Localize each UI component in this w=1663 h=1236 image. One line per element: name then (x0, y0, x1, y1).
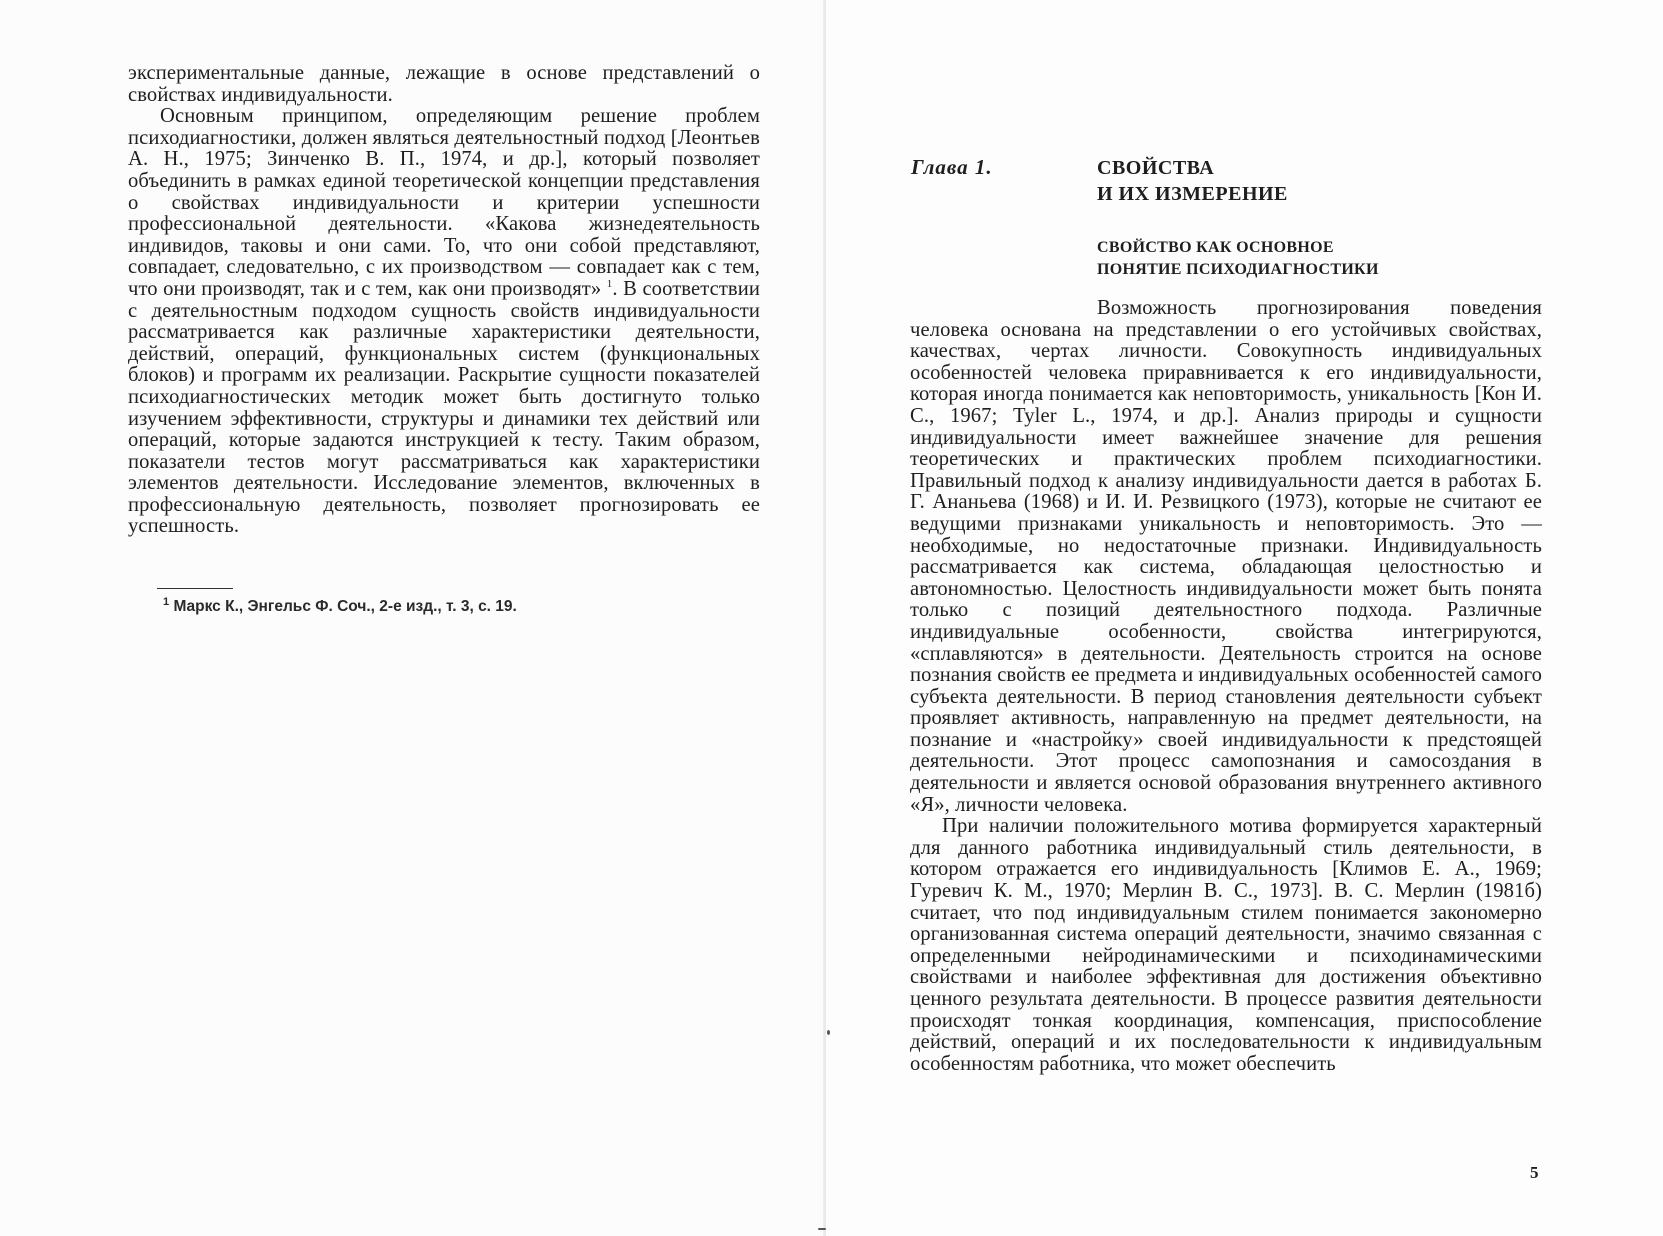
chapter-title-line-1: СВОЙСТВА (1097, 157, 1215, 179)
quotation-paragraph-text: Основным принципом, определяющим решение проблем психодиагностики, должен являться деятельностный подход [Леонтьев А. Н., 1975; Зинченко В. П., 1974, и др.], который позволяет объединить в рамках единой теоретической концепции представления о свойствах индивидуальности и критерии успешности профессиональной деятельности. «Какова жизнедеятельность индивидов, таковы и они сами. То, что они собой представляют, совпадает, следовательно, с их производством — совпадает как с тем, что они производят, так и с тем, как они производят» (128, 105, 760, 300)
right-paragraph-1: Возможность прогнозирования поведения человека основана на представлении о его устойчивых свойствах, качествах, чертах личности. Совокупность индивидуальных особенностей человека приравнивается к его индивидуальности, которая иногда понимается как неповторимость, уникальность [Кон И. С., 1967; Tyler L., 1974, и др.]. Анализ природы и сущности индивидуальности имеет важнейшее значение для решения теоретических и практических проблем психодиагностики. Правильный подход к анализу индивидуальности дается в работах Б. Г. Ананьева (1968) и И. И. Резвицкого (1973), которые не считают ее ведущими признаками уникальность и неповторимость. Это — необходимые, но недостаточные признаки. Индивидуальность рассматривается как система, обладающая целостностью и автономностью. Целостность индивидуальности может быть понята только с позиций деятельностного подхода. Различные индивидуальные особенности, свойства интегрируются, «сплавляются» в деятельности. Деятельность строится на основе познания свойств ее предмета и индивидуальных особенностей самого субъекта деятельности. В период становления деятельности субъект проявляет активность, направленную на предмет деятельности, на познание и «настройку» своей индивидуальности к предстоящей деятельности. Этот процесс самопознания и самосоздания в деятельности и является основой образования внутреннего активного «Я», личности человека. (910, 297, 1542, 816)
left-paragraph-2-continuation: В соответствии с деятельностным подходом сущность свойств индивидуальности рассматривается как различные характеристики деятельности, действий, операций, функциональных систем (функциональных блоков) и программ их реализации. Раскрытие сущности показателей психодиагностических методик может быть достигнуто только изучением эффективности, структуры и динамики тех действий или операций, которые задаются инструкцией к тесту. Таким образом, показатели тестов могут рассматриваться как характеристики элементов деятельности. Исследование элементов, включенных в профессиональную деятельность, позволяет прогнозировать ее успешность. (128, 277, 761, 538)
footnote-marker: 1 (163, 595, 170, 608)
right-page-body (910, 298, 1542, 1075)
footnote (163, 595, 663, 616)
section-title (1097, 237, 1379, 281)
chapter-title-line-2: И ИХ ИЗМЕРЕНИЕ (1097, 183, 1288, 205)
section-title-line-1: СВОЙСТВО КАК ОСНОВНОЕ (1097, 239, 1334, 256)
scan-speck (827, 1030, 830, 1035)
section-title-line-2: ПОНЯТИЕ ПСИХОДИАГНОСТИКИ (1097, 261, 1379, 278)
left-page (0, 0, 825, 1236)
chapter-title (1097, 155, 1288, 207)
left-page-body (128, 63, 760, 538)
chapter-label: Глава 1. (911, 155, 993, 179)
footnote-reference: 1 (606, 278, 613, 291)
left-paragraph-2: Основным принципом, определяющим решение проблем психодиагностики, должен являться деятельностный подход [Леонтьев А. Н., 1975; Зинченко В. П., 1974, и др.], который позволяет объединить в рамках единой теоретической концепции представления о свойствах индивидуальности и критерии успешности профессиональной деятельности. «Какова жизнедеятельность индивидов, таковы и они сами. То, что они собой представляют, совпадает, следовательно, с их производством — совпадает как с тем, что они производят, так и с тем, как они производят» $^1$. В соответствии с деятельностным подходом сущность свойств индивидуальности рассматривается как различные характеристики деятельности, действий, операций, функциональных систем (функциональных блоков) и программ их реализации. Раскрытие сущности показателей психодиагностических методик может быть достигнуто только изучением эффективности, структуры и динамики тех действий или операций, которые задаются инструкцией к тесту. Таким образом, показатели тестов могут рассматриваться как характеристики элементов деятельности. Исследование элементов, включенных в профессиональную деятельность, позволяет прогнозировать ее успешность. (128, 105, 761, 538)
right-paragraph-2: При наличии положительного мотива формируется характерный для данного работника индивидуальный стиль деятельности, в котором отражается его индивидуальность [Климов Е. А., 1969; Гуревич К. М., 1970; Мерлин В. С., 1973]. В. С. Мерлин (1981б) считает, что под индивидуальным стилем понимается закономерно организованная система операций деятельности, значимо связанная с определенными нейродинамическими и психодинамическими свойствами и наиболее эффективная для достижения объективно ценного результата деятельности. В процессе развития деятельности происходят тонкая координация, компенсация, приспособление действий, операций и их последовательности к индивидуальным особенностям работника, что может обеспечить (910, 815, 1542, 1075)
left-paragraph-1: экспериментальные данные, лежащие в основе представлений о свойствах индивидуальности. (128, 62, 760, 106)
footnote-separator (157, 588, 233, 589)
footnote-text: Маркс К., Энгельс Ф. Соч., 2-е изд., т. 3, с. 19. (173, 598, 517, 615)
scan-speck (818, 1228, 826, 1230)
page-number: 5 (1530, 1163, 1539, 1182)
